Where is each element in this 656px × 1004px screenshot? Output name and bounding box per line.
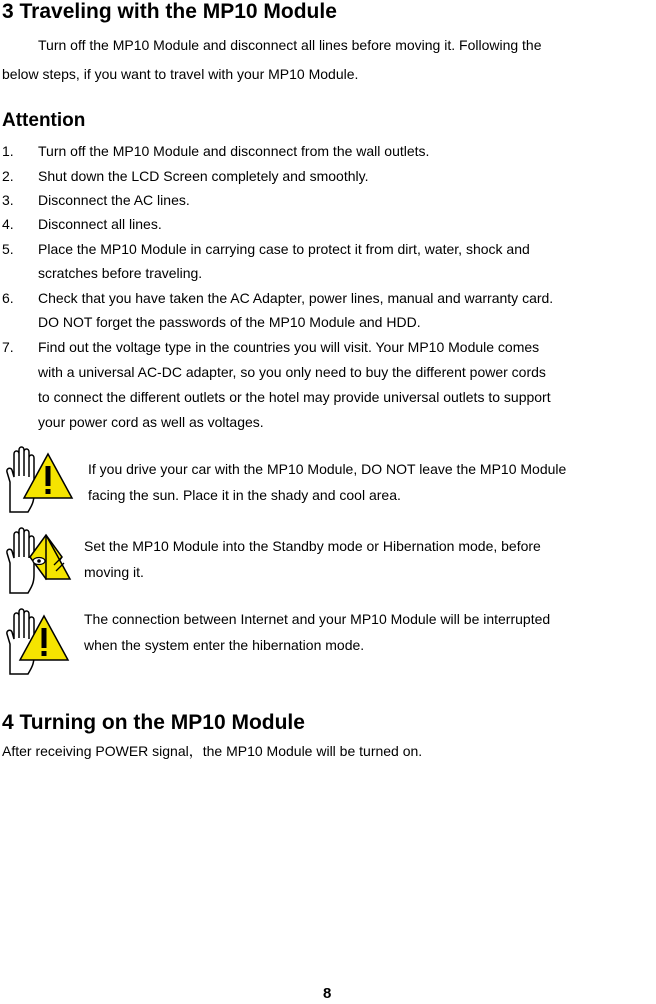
list-item-number: 6. xyxy=(2,290,14,306)
list-item-number: 2. xyxy=(2,168,14,184)
note-2 xyxy=(84,533,541,585)
list-item-text: to connect the different outlets or the hotel may provide universal outlets to support xyxy=(38,389,551,405)
list-item-text: Find out the voltage type in the countries you will visit. Your MP10 Module comes xyxy=(38,339,540,355)
attention-heading: Attention xyxy=(2,110,86,131)
note-line: when the system enter the hibernation mode. xyxy=(84,637,365,653)
note-line: If you drive your car with the MP10 Module, DO NOT leave the MP10 Module xyxy=(88,461,567,477)
note-line: moving it. xyxy=(84,564,144,580)
list-item-text: Disconnect the AC lines. xyxy=(38,192,190,208)
list-item-text: Shut down the LCD Screen completely and smoothly. xyxy=(38,168,369,184)
list-item-number: 7. xyxy=(2,339,14,355)
section-4-title: 4 Turning on the MP10 Module xyxy=(2,711,305,734)
hand-warning-icon xyxy=(2,446,74,514)
section-3-title: 3 Traveling with the MP10 Module xyxy=(2,0,337,23)
note-3 xyxy=(84,606,550,658)
list-item-text: Check that you have taken the AC Adapter, power lines, manual and warranty card. xyxy=(38,290,554,306)
hand-eye-warning-icon xyxy=(2,527,72,595)
note-line: The connection between Internet and your MP10 Module will be interrupted xyxy=(84,611,551,627)
list-item-number: 4. xyxy=(2,216,14,232)
list-item-text: Disconnect all lines. xyxy=(38,216,162,232)
page-number: 8 xyxy=(323,985,332,1002)
list-item-text: with a universal AC-DC adapter, so you only need to buy the different power cords xyxy=(38,364,546,380)
note-line: facing the sun. Place it in the shady and cool area. xyxy=(88,487,401,503)
hand-warning-icon xyxy=(2,608,74,676)
list-item-number: 1. xyxy=(2,143,14,159)
list-item-text: scratches before traveling. xyxy=(38,265,203,281)
note-line: Set the MP10 Module into the Standby mode or Hibernation mode, before xyxy=(84,538,541,554)
list-item-text: your power cord as well as voltages. xyxy=(38,414,264,430)
list-item-number: 5. xyxy=(2,241,14,257)
note-1 xyxy=(88,456,566,508)
list-item-text: Turn off the MP10 Module and disconnect from the wall outlets. xyxy=(38,143,430,159)
intro-line-2: below steps, if you want to travel with your MP10 Module. xyxy=(2,66,359,82)
section-4-text: After receiving POWER signal，the MP10 Module will be turned on. xyxy=(2,743,423,759)
list-item-number: 3. xyxy=(2,192,14,208)
list-item-text: DO NOT forget the passwords of the MP10 Module and HDD. xyxy=(38,314,421,330)
list-item-text: Place the MP10 Module in carrying case to protect it from dirt, water, shock and xyxy=(38,241,530,257)
intro-line-1: Turn off the MP10 Module and disconnect all lines before moving it. Following the xyxy=(38,37,542,53)
